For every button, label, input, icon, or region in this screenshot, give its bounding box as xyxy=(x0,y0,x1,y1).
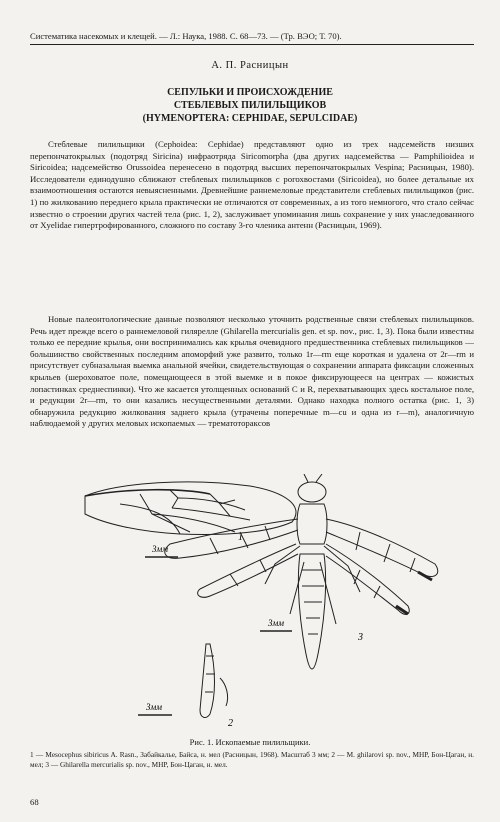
scale-label-1: 3мм xyxy=(152,544,168,554)
title-line-1: СЕПУЛЬКИ И ПРОИСХОЖДЕНИЕ xyxy=(167,87,333,98)
figure-caption-title: Рис. 1. Ископаемые пилильщики. xyxy=(189,737,311,747)
scale-label-3: 3мм xyxy=(268,618,284,628)
running-header: Систематика насекомых и клещей. — Л.: Наука, 1988. С. 68—73. — (Тр. ВЭО; Т. 70). xyxy=(30,30,474,45)
title-line-2: СТЕБЛЕВЫХ ПИЛИЛЬЩИКОВ xyxy=(173,100,327,111)
author-name: А. П. Расницын xyxy=(211,60,289,71)
page-number: 68 xyxy=(30,797,39,807)
fragment-drawing xyxy=(200,644,228,717)
scale-label-2: 3мм xyxy=(146,702,162,712)
figure-number-2: 2 xyxy=(228,718,233,729)
paragraph-2: Новые палеонтологические данные позволяют несколько уточнить родственные связи стеблевых пилильщиков. Речь идет прежде всего о раннемеловой гиляреллe (Ghilarella mercurialis gen. et sp. nov., рис. 1, 3). Пока были известны только ее передние крылья, они воспринимались как крылья очевидного предшественника стеблевых пилильщиков — большинство свойственных последним апоморфий уже развито, только 1r—rm еще короткая и удалена от 2r—rm и присутствует субназальная выемка анальной ячейки, свидетельствующая о сохранении аппарата фиксации сложенных крыльев (шероховатое поле, помещающееся в этой выемке и в покое фиксирующееся на центрах — кожистых лопастинках среднеспинки). Что же касается утолщенных оснований C и R, перехватывающих здесь костальное поле, и редукции 2r—rm, то они казались несущественными деталями. Однако находка полного остатка (рис. 1, 3) обнаружила редукцию жилкования заднего крыла (утрачены поперечные m—cu и одна из r—m), аналогичную наблюдаемой у других меловых ископаемых — трематоторакcов xyxy=(30,314,474,429)
article-title xyxy=(40,86,460,125)
forewing-drawing xyxy=(85,482,296,535)
figure-number-3: 3 xyxy=(358,632,363,643)
whole-insect-drawing xyxy=(165,474,438,669)
fossil-sawflies-figure xyxy=(60,474,450,732)
paragraph-1: Стеблевые пилильщики (Cephoidea: Cephidae) представляют одно из трех надсемейств низших перепончатокрылых (подотряд Siricina) инфраотряда Siricomorpha (два других надсемейства — Pamphilioidea и Siricoidea; надсемейство Orussoidea перенесено в подотряд высших перепончатокрылых Vespina; Расницын, 1980). Исследователи единодушно сближают стеблевых пилильщиков с рогохвостами (Siricoidea), но более детальные их взаимоотношения остаются невыясненными. Древнейшие раннемеловые представители стеблевых пилильщиков (рис. 1) по жилкованию переднего крыла практически не отличаются от современных, а из того немногого, что стало сейчас известно о строении других частей тела (рис. 1, 2), заслуживает упоминания лишь сохранение у них унаследованного от Xyelidae гипертрофированного, сложного по составу 3-го членика антенн (Расницын, 1969). xyxy=(30,139,474,231)
figure-number-1: 1 xyxy=(238,532,243,543)
title-line-3: (HYMENOPTERA: CEPHIDAE, SEPULCIDAE) xyxy=(142,113,358,124)
figure-caption-detail: 1 — Mesocephus sibiricus A. Rasn., Забайкалье, Байса, н. мел (Расницын, 1968). Масштаб 3 мм; 2 — M. ghilarovi sp. nov., МНР, Бон-Цаган, н. мел; 3 — Ghilarella mercurialis sp. nov., МНР, Бон-Цаган, н. мел. xyxy=(30,750,474,769)
